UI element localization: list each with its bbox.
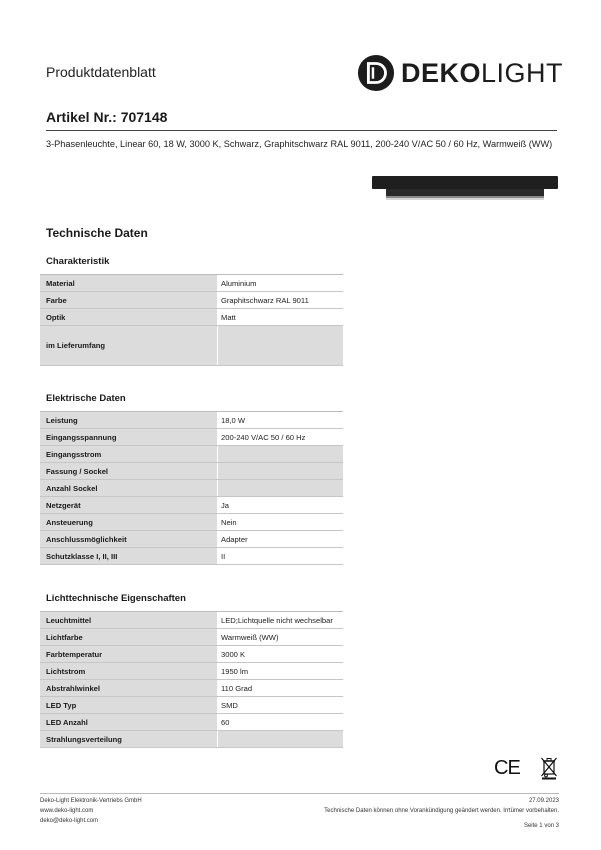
table-row [40, 446, 343, 463]
product-image [372, 176, 558, 202]
logo-wordmark: DEKOLIGHT [401, 58, 564, 88]
row-value: 1950 lm [217, 663, 343, 679]
row-value [217, 463, 343, 479]
footer-page-number: Seite 1 von 3 [523, 823, 559, 829]
electrical-table [40, 411, 343, 565]
table-row [40, 514, 343, 531]
row-value: LED;Lichtquelle nicht wechselbar [217, 612, 343, 628]
row-key: Abstrahlwinkel [40, 680, 217, 696]
document-type: Produktdatenblatt [46, 64, 156, 80]
row-key: Netzgerät [40, 497, 217, 513]
group-electrical [40, 389, 343, 565]
footer-website[interactable]: www.deko-light.com [40, 808, 94, 814]
table-row [40, 680, 343, 697]
row-key: LED Typ [40, 697, 217, 713]
table-row [40, 429, 343, 446]
row-key: Leuchtmittel [40, 612, 217, 628]
lighting-table [40, 611, 343, 748]
row-key: Ansteuerung [40, 514, 217, 530]
row-key: Lichtstrom [40, 663, 217, 679]
certification-marks [494, 756, 558, 780]
row-key: Farbe [40, 292, 217, 308]
row-key: im Lieferumfang [40, 326, 217, 365]
row-key: Leistung [40, 412, 217, 428]
group-lighting [40, 589, 343, 748]
row-value: 3000 K [217, 646, 343, 662]
row-value: 18,0 W [217, 412, 343, 428]
row-key: Farbtemperatur [40, 646, 217, 662]
table-row [40, 480, 343, 497]
table-row [40, 275, 343, 292]
footer-email[interactable]: deko@deko-light.com [40, 818, 99, 824]
row-value: Nein [217, 514, 343, 530]
group-title: Charakteristik [46, 256, 110, 267]
row-value: SMD [217, 697, 343, 713]
table-row [40, 663, 343, 680]
table-row [40, 548, 343, 565]
row-value: Adapter [217, 531, 343, 547]
table-row [40, 612, 343, 629]
row-key: Fassung / Sockel [40, 463, 217, 479]
row-value: II [217, 548, 343, 564]
row-value: Matt [217, 309, 343, 325]
table-row [40, 731, 343, 748]
footer-disclaimer: Technische Daten können ohne Vorankündigung geändert werden. Irrtümer vorbehalten. [324, 808, 559, 814]
row-value: Warmweiß (WW) [217, 629, 343, 645]
row-key: Anschlussmöglichkeit [40, 531, 217, 547]
row-key: Eingangsspannung [40, 429, 217, 445]
group-title: Elektrische Daten [46, 393, 126, 404]
characteristics-table [40, 274, 343, 366]
row-value: 110 Grad [217, 680, 343, 696]
table-row [40, 497, 343, 514]
footer-date: 27.09.2023 [528, 798, 559, 804]
table-row [40, 326, 343, 366]
table-row [40, 309, 343, 326]
row-key: Anzahl Sockel [40, 480, 217, 496]
row-value: 200-240 V/AC 50 / 60 Hz [217, 429, 343, 445]
table-row [40, 531, 343, 548]
row-key: Optik [40, 309, 217, 325]
footer-company: Deko-Light Elektronik-Vertriebs GmbH [40, 798, 142, 804]
row-key: Material [40, 275, 217, 291]
deko-light-logo [357, 54, 563, 92]
ce-mark: CE [494, 756, 520, 779]
article-number: Artikel Nr.: 707148 [46, 109, 168, 125]
row-key: LED Anzahl [40, 714, 217, 730]
deko-logo-icon [357, 54, 395, 92]
group-title: Lichttechnische Eigenschaften [46, 593, 186, 604]
row-value: Graphitschwarz RAL 9011 [217, 292, 343, 308]
table-row [40, 463, 343, 480]
table-row [40, 412, 343, 429]
table-row [40, 629, 343, 646]
crossed-bin-icon [540, 756, 558, 780]
group-characteristics [40, 252, 343, 366]
row-value [217, 446, 343, 462]
footer-divider [40, 793, 559, 794]
row-key: Strahlungsverteilung [40, 731, 217, 747]
technical-data-title: Technische Daten [46, 226, 148, 240]
row-value [217, 480, 343, 496]
article-description: 3-Phasenleuchte, Linear 60, 18 W, 3000 K, Schwarz, Graphitschwarz RAL 9011, 200-240 V/AC 50 / 60 Hz, Warmweiß (WW) [46, 139, 553, 149]
table-row [40, 646, 343, 663]
header-divider [46, 130, 557, 131]
table-row [40, 292, 343, 309]
table-row [40, 714, 343, 731]
row-value [217, 731, 343, 747]
row-key: Schutzklasse I, II, III [40, 548, 217, 564]
row-key: Eingangsstrom [40, 446, 217, 462]
row-value: 60 [217, 714, 343, 730]
row-value [217, 326, 343, 365]
row-key: Lichtfarbe [40, 629, 217, 645]
row-value: Aluminium [217, 275, 343, 291]
row-value: Ja [217, 497, 343, 513]
table-row [40, 697, 343, 714]
